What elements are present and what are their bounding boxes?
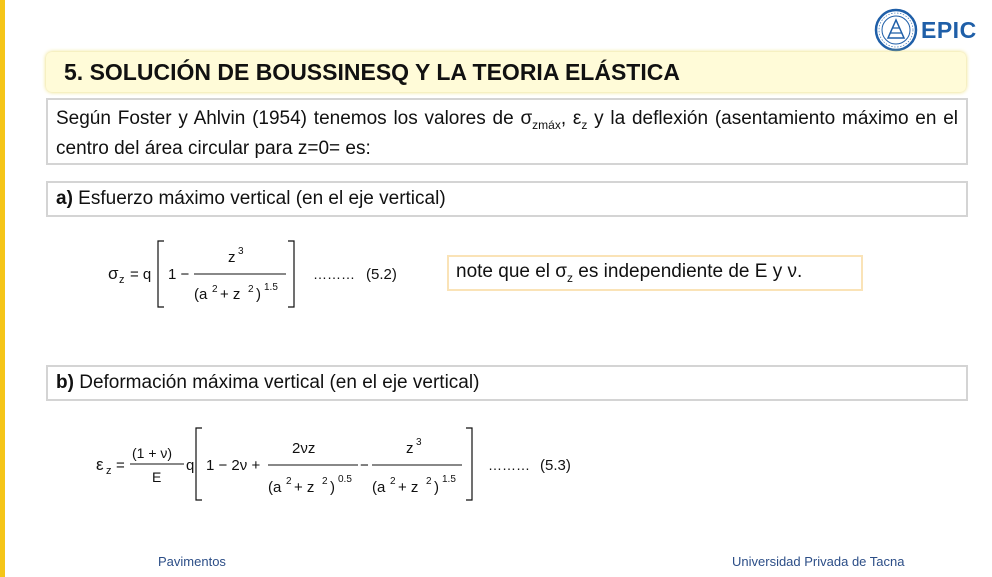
title-bar [46,52,966,92]
svg-text:z: z [228,249,236,266]
svg-text:3: 3 [416,437,422,448]
svg-text:2: 2 [212,284,218,295]
section-b-heading [46,365,968,401]
svg-text:ε: ε [96,455,104,474]
svg-text:1 −: 1 − [168,266,190,283]
svg-text:q: q [186,457,195,474]
svg-text:+ z: + z [398,479,419,496]
svg-text:): ) [434,479,439,496]
note-box [447,255,863,291]
svg-text:(a: (a [194,286,208,303]
svg-text:= q: = q [130,266,152,283]
svg-text:2: 2 [286,476,292,487]
svg-text:1.5: 1.5 [442,474,456,485]
page-title: 5. SOLUCIÓN DE BOUSSINESQ Y LA TEORIA ELÁSTICA [64,59,680,85]
svg-text:(5.2): (5.2) [366,266,397,283]
svg-text:2: 2 [390,476,396,487]
section-a-letter: a) [56,188,73,209]
svg-text:3: 3 [238,246,244,257]
svg-text:z: z [119,274,125,286]
equation-5-3 [96,422,596,504]
intro-text: Según Foster y Ahlvin (1954) tenemos los valores de $\sigma_{zmáx}$, $\varepsilon_z$ y la deflexión (asentamiento máximo en el centro del área circular para z=0= es: [56,108,958,159]
svg-text:(a: (a [268,479,282,496]
note-text: note que el $\sigma_z$ es independiente de E y ν. [456,261,803,285]
svg-text:z: z [406,440,414,457]
section-a-heading [46,181,968,217]
section-b-letter: b) [56,372,74,393]
svg-text:2: 2 [322,476,328,487]
svg-text:): ) [256,286,261,303]
svg-text:E: E [152,469,162,485]
svg-text:1.5: 1.5 [264,282,278,293]
section-a-text: Esfuerzo máximo vertical (en el eje vertical) [72,188,446,209]
svg-text:2: 2 [426,476,432,487]
svg-text:+ z: + z [294,479,315,496]
svg-text:1 − 2ν +: 1 − 2ν + [206,457,261,474]
footer-course: Pavimentos [158,554,226,569]
svg-text:0.5: 0.5 [338,474,352,485]
svg-text:σ: σ [108,264,119,283]
svg-text:z: z [106,465,112,477]
left-accent-bar [0,0,5,577]
equation-5-2 [108,235,418,311]
svg-text:(1 + ν): (1 + ν) [132,445,173,461]
svg-text:2νz: 2νz [292,440,316,457]
footer-university: Universidad Privada de Tacna [732,554,905,569]
intro-box [46,98,968,165]
svg-text:(a: (a [372,479,386,496]
section-b-text: Deformación máxima vertical (en el eje vertical) [73,372,480,393]
epic-logo [874,8,977,52]
svg-text:−: − [360,457,369,474]
svg-text:………: ……… [488,457,530,473]
svg-text:(5.3): (5.3) [540,457,571,474]
svg-text:): ) [330,479,335,496]
svg-text:………: ……… [313,266,355,282]
svg-text:2: 2 [248,284,254,295]
svg-text:+ z: + z [220,286,241,303]
logo-text: EPIC [921,16,977,43]
svg-text:=: = [116,457,125,474]
university-seal-icon [874,8,918,52]
